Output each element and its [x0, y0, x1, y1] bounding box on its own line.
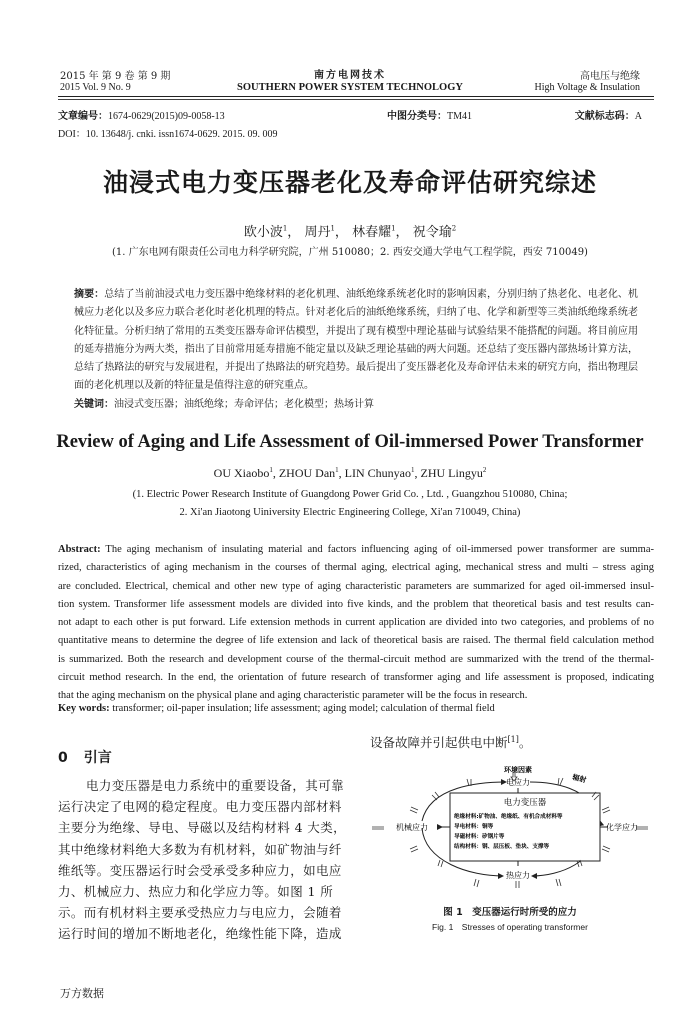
- keywords-zh-label: 关键词：: [74, 399, 114, 410]
- author: ZHOU Dan: [278, 466, 336, 480]
- abstract-zh: [74, 286, 638, 396]
- doi-label: DOI：: [58, 129, 86, 140]
- article-id-value: 1674-0629(2015)09-0058-13: [108, 111, 225, 122]
- abstract-en-label: Abstract:: [58, 544, 101, 555]
- box-line: 绝缘材料:矿物油、绝缘纸、有机合成材料等: [454, 814, 563, 820]
- label-mechanical-stress: 机械应力: [396, 823, 428, 832]
- author-affiliation-mark: 1: [269, 466, 273, 474]
- citation-ref: [1]: [507, 734, 519, 744]
- affiliation-en-2: 2. Xi'an Jiaotong Uiniversity Electric Engineering College, Xi'an 710049, China): [179, 507, 521, 518]
- box-line: 导磁材料：矽钢片等: [454, 834, 505, 840]
- abstract-en: [58, 541, 654, 706]
- figure-caption-zh: 图 1 变压器运行时所受的应力: [443, 907, 577, 918]
- keywords-en-label: Key words:: [58, 703, 110, 714]
- journal-issue-zh: 2015 年 第 9 卷 第 9 期: [60, 71, 171, 82]
- body-line: 运行决定了电网的稳定程度。电力变压器内部材料: [58, 799, 342, 815]
- doi: [58, 125, 277, 140]
- figure-caption-en: Fig. 1 Stresses of operating transformer: [432, 922, 588, 932]
- clc-number: [387, 107, 472, 122]
- body-line: 维纸等。变压器运行时会受承受多种应力，如电应: [58, 862, 342, 878]
- journal-section-en: High Voltage & Insulation: [534, 82, 640, 93]
- author-affiliation-mark: 2: [482, 466, 487, 474]
- abstract-en-line: is summarized. Both the research and development course of the thermal-circuit method are summarized with the trend of the thermal-: [58, 653, 654, 665]
- box-title: 电力变压器: [503, 798, 547, 808]
- abstract-en-line: [58, 541, 654, 559]
- doi-value: 10. 13648/j. cnki. issn1674-0629. 2015. 09. 009: [85, 129, 278, 140]
- abstract-en-line: that the aging mechanism on the physical plane and aging characteristic parameter will be the focus in research.: [58, 690, 528, 702]
- journal-issue-en: 2015 Vol. 9 No. 9: [60, 82, 131, 93]
- body-line: 电力变压器是电力系统中的重要设备，其可靠: [86, 778, 345, 793]
- abstract-en-line: rized, characteristics of aging mechanism in the courses of thermal aging, electrical aging, mechanical stress and multi – stress aging: [58, 562, 654, 574]
- author-affiliation-mark: 1: [282, 224, 288, 233]
- authors-zh: 欧小波$^1$， 周丹$^1$， 林春耀$^1$， 祝令瑜$^2$: [243, 224, 457, 240]
- author: 周丹: [304, 225, 331, 240]
- paper-title-en: Review of Aging and Life Assessment of Oil-immersed Power Transformer: [56, 432, 644, 452]
- affiliation-en-1: (1. Electric Power Research Institute of Guangdong Power Grid Co. , Ltd. , Guangzhou 510080, China;: [132, 489, 568, 500]
- label-environment: 环境因素: [504, 766, 532, 774]
- clc-value: TM41: [447, 111, 472, 122]
- keywords-en: [58, 703, 495, 714]
- body-line: 设备故障并引起供电中断: [370, 735, 508, 750]
- abstract-en-line: circuit method research. In the end, the orientation of future research of transformer aging and life assessment is proposed, indicating: [58, 672, 654, 684]
- author-affiliation-mark: 1: [335, 466, 339, 474]
- label-thermal-stress: 热应力: [506, 871, 530, 880]
- section-heading: [58, 747, 112, 767]
- author-affiliation-mark: 2: [451, 224, 457, 233]
- author: LIN Chunyao: [344, 466, 411, 480]
- header-rule: [58, 96, 654, 97]
- keywords-en-text: transformer; oil-paper insulation; life assessment; aging model; calculation of thermal field: [112, 703, 495, 714]
- body-text-right: [370, 733, 531, 751]
- header-rule-thin: [58, 99, 654, 100]
- journal-section-zh: 高电压与绝缘: [580, 71, 640, 82]
- clc-label: 中图分类号：: [387, 111, 447, 122]
- article-id: [58, 107, 225, 122]
- journal-name-en: SOUTHERN POWER SYSTEM TECHNOLOGY: [237, 82, 463, 93]
- abstract-en-line: are concluded. Electrical, chemical and other new type of aging characteristic parameters are summarized for aged oil-immersed insul-: [58, 580, 654, 592]
- author-affiliation-mark: 1: [411, 466, 415, 474]
- label-chemical-stress: 化学应力: [606, 823, 638, 832]
- abstract-en-line: not adapt to each other is put forward. Life extension methods in current application are divided into two categories, and problems of no: [58, 617, 654, 629]
- affiliation-zh: (1. 广东电网有限责任公司电力科学研究院，广州 510080；2. 西安交通大学电气工程学院，西安 710049): [112, 247, 588, 258]
- body-line: 运行时间的增加不断地老化，绝缘性能下降，造成: [58, 926, 342, 942]
- abstract-en-line: tion system. Transformer life assessment models are divided into five kinds, and the problem that theoretical basis and test results can-: [58, 598, 654, 610]
- author: 欧小波: [243, 225, 283, 240]
- body-text-left: [58, 775, 348, 945]
- journal-name-zh: 南方电网技术: [314, 70, 386, 81]
- author: ZHU Lingyu: [420, 466, 483, 480]
- body-line: 其中绝缘材料绝大多数为有机材料，如矿物油与纤: [58, 841, 342, 857]
- article-id-label: 文章编号：: [58, 111, 108, 122]
- abstract-en-text: The aging mechanism of insulating material and factors influencing aging of oil-immersed power transformer are summa-: [105, 544, 655, 555]
- figure-stress-diagram: [370, 766, 650, 890]
- author: 祝令瑜: [412, 225, 452, 240]
- document-code-label: 文献标志码：: [574, 111, 635, 122]
- author-affiliation-mark: 1: [391, 224, 396, 233]
- author-affiliation-mark: 1: [330, 224, 335, 233]
- paper-title-zh: 油浸式电力变压器老化及寿命评估研究综述: [102, 168, 597, 197]
- authors-en: OU Xiaobo$^1$, ZHOU Dan$^1$, LIN Chunyao$^1$, ZHU Lingyu$^2$: [213, 466, 487, 480]
- box-line: 结构材料：钢、层压板、垫块、支撑等: [454, 844, 550, 850]
- author: OU Xiaobo: [213, 466, 270, 480]
- label-electrical-stress: 电应力: [506, 778, 530, 787]
- body-line: 示。而有机材料主要承受热应力与电应力，会随着: [58, 905, 342, 921]
- label-radiation: 辐射: [571, 773, 588, 785]
- keywords-zh-text: 油浸式变压器；油纸绝缘；寿命评估；老化模型；热场计算: [114, 399, 374, 410]
- body-line: 力、机械应力、热应力和化学应力等。如图 1 所: [58, 884, 334, 900]
- keywords-zh: [74, 395, 374, 410]
- document-code: [575, 107, 642, 122]
- body-line-end: 。: [518, 735, 532, 750]
- section-number: 0: [58, 750, 68, 766]
- section-title: 引言: [83, 750, 112, 766]
- abstract-en-line: quantitative means to determine the degree of life extension and lack of theoretical basis are raised. The thermal field calculation method: [58, 635, 654, 647]
- abstract-zh-text: 总结了当前油浸式电力变压器中绝缘材料的老化机理、油纸绝缘系统老化时的影响因素，分别归纳了热老化、电老化、机械应力老化以及多应力联合老化时老化机理的特点。针对老化后的油纸绝缘系统，归纳了电、化学和新型等三类油纸绝缘系统老化特征量。分析归纳了常用的五类变压器寿命评估模型，并提出了现有模型中理论基础与试验结果不能搭配的问题。将目前应用的延寿措施分为两大类，指出了目前常用延寿措施不能定量以及缺乏理论基础的两大问题。还总结了变压器内部热场计算方法，总结了热路法的研究与发展进程，并提出了热路法的研究趋势。最后提出了变压器老化及寿命评估未来的研究方向，指出物理层面的老化机理以及新的特征量是值得注意的研究重点。: [74, 289, 638, 392]
- document-code-value: A: [634, 111, 642, 122]
- abstract-zh-label: 摘要：: [74, 289, 105, 300]
- box-line: 导电材料：铜等: [454, 824, 494, 830]
- watermark-footer: 万方数据: [60, 987, 104, 1000]
- body-line: 主要分为绝缘、导电、导磁以及结构材料 4 大类，: [58, 820, 347, 836]
- author: 林春耀: [352, 225, 392, 240]
